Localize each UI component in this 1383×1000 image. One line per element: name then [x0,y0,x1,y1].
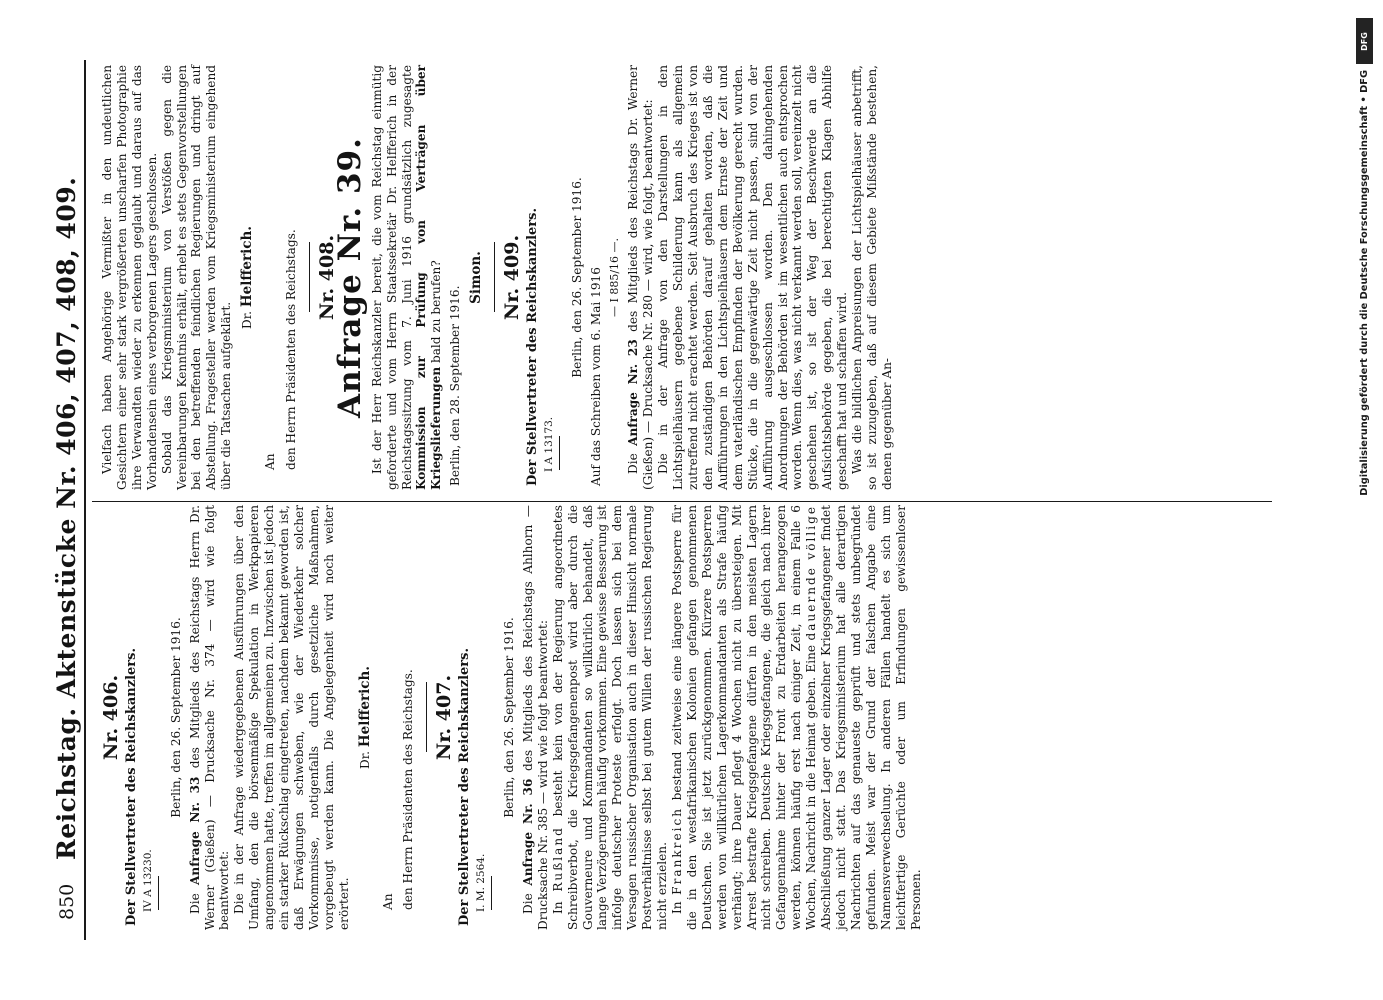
reference-number: I. M. 2564. [475,853,488,912]
short-rule [491,876,492,910]
section-divider [309,243,310,313]
address-an: An [380,893,395,910]
sender-line: Der Stellvertreter des Reichskanzlers. [524,208,540,486]
letter-reference-number: — I 885/16 —. [607,237,621,318]
address-recipient: den Herrn Präsidenten des Reichstags. [401,669,416,910]
column-divider [92,501,1272,502]
signature-name: Simon. [468,251,485,304]
address-recipient: den Herrn Präsidenten des Reichstags. [283,229,298,470]
short-rule [559,436,560,470]
digitization-credit [1352,18,1376,984]
signature-prefix: Dr. [240,307,255,329]
intro-text: des Mitglieds des Reichstags Ahlhorn — Drucksache Nr. 385 — wird wie folgt beantwortet: [520,505,550,930]
credit-text: Digitalisierung gefördert durch die Deutsche Forschungsgemeinschaft • DFG [1358,70,1370,496]
continued-paragraph: Sobald das Kriegsministerium von Verstößen gegen die Vereinbarungen Kenntnis erhält, erhebt es stets Gegenvorstellungen bei den betreffenden feindlichen Regierungen und dringt auf Abstellung. Fragesteller werden vom Kriegsministerium eingehend über die Tatsachen aufgeklärt. [159,65,234,490]
intro-text: Die [626,445,641,474]
signature-name: Helfferich. [239,226,256,308]
signature [358,505,373,930]
intro-text: Die [520,885,535,914]
reference-number: IV A 13230. [141,849,154,912]
intro-paragraph [188,505,233,930]
country-name: Rußland [550,826,565,892]
emphasized-text: dauernde völlige [804,505,819,641]
text-run: In [550,891,565,914]
section-408 [315,65,485,490]
date-line: Berlin, den 28. September 1916. [448,285,463,486]
page-number: 850 [56,883,78,920]
page-header [0,0,90,1000]
text-run: In [670,894,684,914]
address-an: An [263,453,278,470]
section-divider [426,683,427,753]
dfg-logo [1356,18,1373,64]
inquiry-ref: Anfrage Nr. 36 [520,778,535,886]
section-heading: Nr. 407. [433,674,456,761]
section-406 [100,504,416,930]
header-rule [84,60,86,940]
sender-line: Der Stellvertreter des Reichskanzlers. [123,648,139,926]
commission-title: Kommission zur Prüfung von Verträgen über Kriegslieferungen [414,65,444,490]
text-run: Ist der Herr Reichskanzler bereit, die vom Reichstag einmütig geforderte und vom Herrn Staatssekretär Dr. Helfferich in der Reichstagssitzung vom 7. Juni 1916 grundsätzlich zugesagte [369,65,414,490]
section-heading: Nr. 406. [100,674,122,761]
continued-paragraph: Vielfach haben Angehörige Vermißter in den undeutlichen Gesichtern einer sehr stark vergrößerten unscharfen Photographie ihre Verwandten wieder zu erkennen geglaubt und daraus auf das Vorhandensein eines verborgenen Lagers geschlossen. [100,65,159,490]
letter-reference: Auf das Schreiben vom 6. Mai 1916 [588,267,603,486]
text-run: besteht kein von der Regierung angeordnetes Schreibverbot, die Kriegsgefangenenpost wird aber durch die Gouverneure und Kommandanten so willkürlich behandelt, daß lange Verzögerungen häufig vorkommen. Eine gewisse Besserung ist infolge deutscher Proteste erfolgt. Doch lassen sich bei dem Versagen russischer Organisation auch in dieser Hinsicht normale Postverhältnisse selbst bei gutem Willen der russischen Regierung nicht erzielen. [550,505,670,930]
answer-paragraph: Was die bildlichen Anpreisungen der Lichtspielhäuser anbetrifft, so ist zuzugeben, daß auf diesem Gebiete Mißstände bestehen, denen gegenüber An- [850,65,894,490]
short-rule [158,876,159,910]
text-run: Abschließung ganzer Lager oder einzelner Kriegsgefangener findet jedoch nicht statt. Das Kriegsministerium hat alle derartigen Nachrichten auf das genaueste geprüft und stets unbegründet gefunden. Meist war der Grund der falschen Angabe eine Namensverwechselung. In anderen Fällen handelt es sich um leichtfertige Gerüchte oder um Erfindungen gewissenloser Personen. [819,505,923,930]
intro-paragraph [626,65,656,490]
signature-name: Helfferich. [356,666,373,748]
answer-paragraph-russia [551,505,670,930]
intro-text: des Mitglieds des Reichstags Dr. Werner (Gießen) — Drucksache Nr. 280 — wird, wie folgt, beantwortet: [626,65,656,490]
section-heading: Nr. 409. [501,234,524,321]
section-409 [501,65,895,490]
reference-number: I A 13173. [542,416,555,472]
signature-prefix: Dr. [357,747,372,769]
dfg-logo-text: DFG [1359,31,1369,51]
intro-paragraph [521,505,551,930]
intro-text: des Mitglieds des Reichstags Herrn Dr. Werner (Gießen) — Drucksache Nr. 374 — wird wie folgt beantwortet: [187,504,232,930]
signature [240,65,255,490]
answer-paragraph: Die in der Anfrage wiedergegebenen Ausführungen über den Umfang, den die börsenmäßige Spekulation in Werkpapieren angenommen hatte, treffen im allgemeinen zu. Inzwischen ist jedoch ein starker Rückschlag eingetreten, nachdem bekannt geworden ist, daß Erwägungen schweben, wie der Wiederkehr solcher Vorkommnisse, notigenfalls durch gesetzliche Maßnahmen, vorgebeugt werden kann. Die Angelegenheit wird noch weiter erörtert. [232,505,351,930]
country-name: Frankreich [670,806,684,895]
right-column [100,65,895,490]
text-run: bald zu berufen? [429,260,444,367]
answer-paragraph: Die in der Anfrage von den Darstellungen in den Lichtspielhäusern gegebene Schilderung kann als allgemein zutreffend nicht erachtet werden. Seit Ausbruch des Krieges ist von den zuständigen Behörden darauf gehalten worden, daß die Aufführungen in den Lichtspielhäusern dem Ernste der Zeit und dem vaterländischen Empfinden der Bevölkerung gerecht wurden. Stücke, die in die gegenwärtige Zeit nicht passen, sind von der Aufführung ausgeschlossen worden. Den dahingehenden Anordnungen der Behörden ist im wesentlichen auch entsprochen worden. Wenn dies, was nicht verkannt werden soll, vereinzelt nicht geschehen ist, so ist der Weg der Beschwerde an die Aufsichtsbehörde gegeben, die bei berechtigten Klagen Abhilfe geschafft hat und schaffen wird. [656,65,850,490]
page-title: Reichstag. Aktenstücke Nr. 406, 407, 408, 409. [52,176,81,860]
sender-line: Der Stellvertreter des Reichskanzlers. [457,648,473,926]
section-heading: Nr. 408. [315,234,338,321]
section-407-continued [100,65,299,490]
text-run: bestand zeitweise eine längere Postsperre für die in den westafrikanischen Kolonien gefangen genommenen Deutschen. Sie ist jetzt zurückgenommen. Kürzere Postsperren werden von willkürlichen Lagerkommandanten als Strafe häufig verhängt; ihre Dauer pflegt 4 Wochen nicht zu übersteigen. Mit Arrest bestrafte Kriegsgefangene dürfen in den meisten Lagern nicht schreiben. Deutsche Kriegsgefangene, die gleich nach ihrer Gefangennahme hinter der Front zu Erdarbeiten herangezogen werden, können häufig erst nach einiger Zeit, in einem Falle 6 Wochen, Nachricht in die Heimat geben. Eine [670,505,819,930]
section-407 [433,505,923,930]
intro-text: Die [187,884,202,914]
date-line: Berlin, den 26. September 1916. [168,617,183,818]
inquiry-text [370,65,445,490]
left-column [100,505,923,930]
inquiry-ref: Anfrage Nr. 33 [187,776,202,885]
date-line: Berlin, den 26. September 1916. [502,617,517,818]
signature [469,65,484,490]
inquiry-ref: Anfrage Nr. 23 [626,339,641,446]
inquiry-heading: Anfrage Nr. 39. [331,137,368,418]
date-line: Berlin, den 26. September 1916. [569,177,584,378]
answer-paragraph-france [670,505,923,930]
section-divider [494,243,495,313]
